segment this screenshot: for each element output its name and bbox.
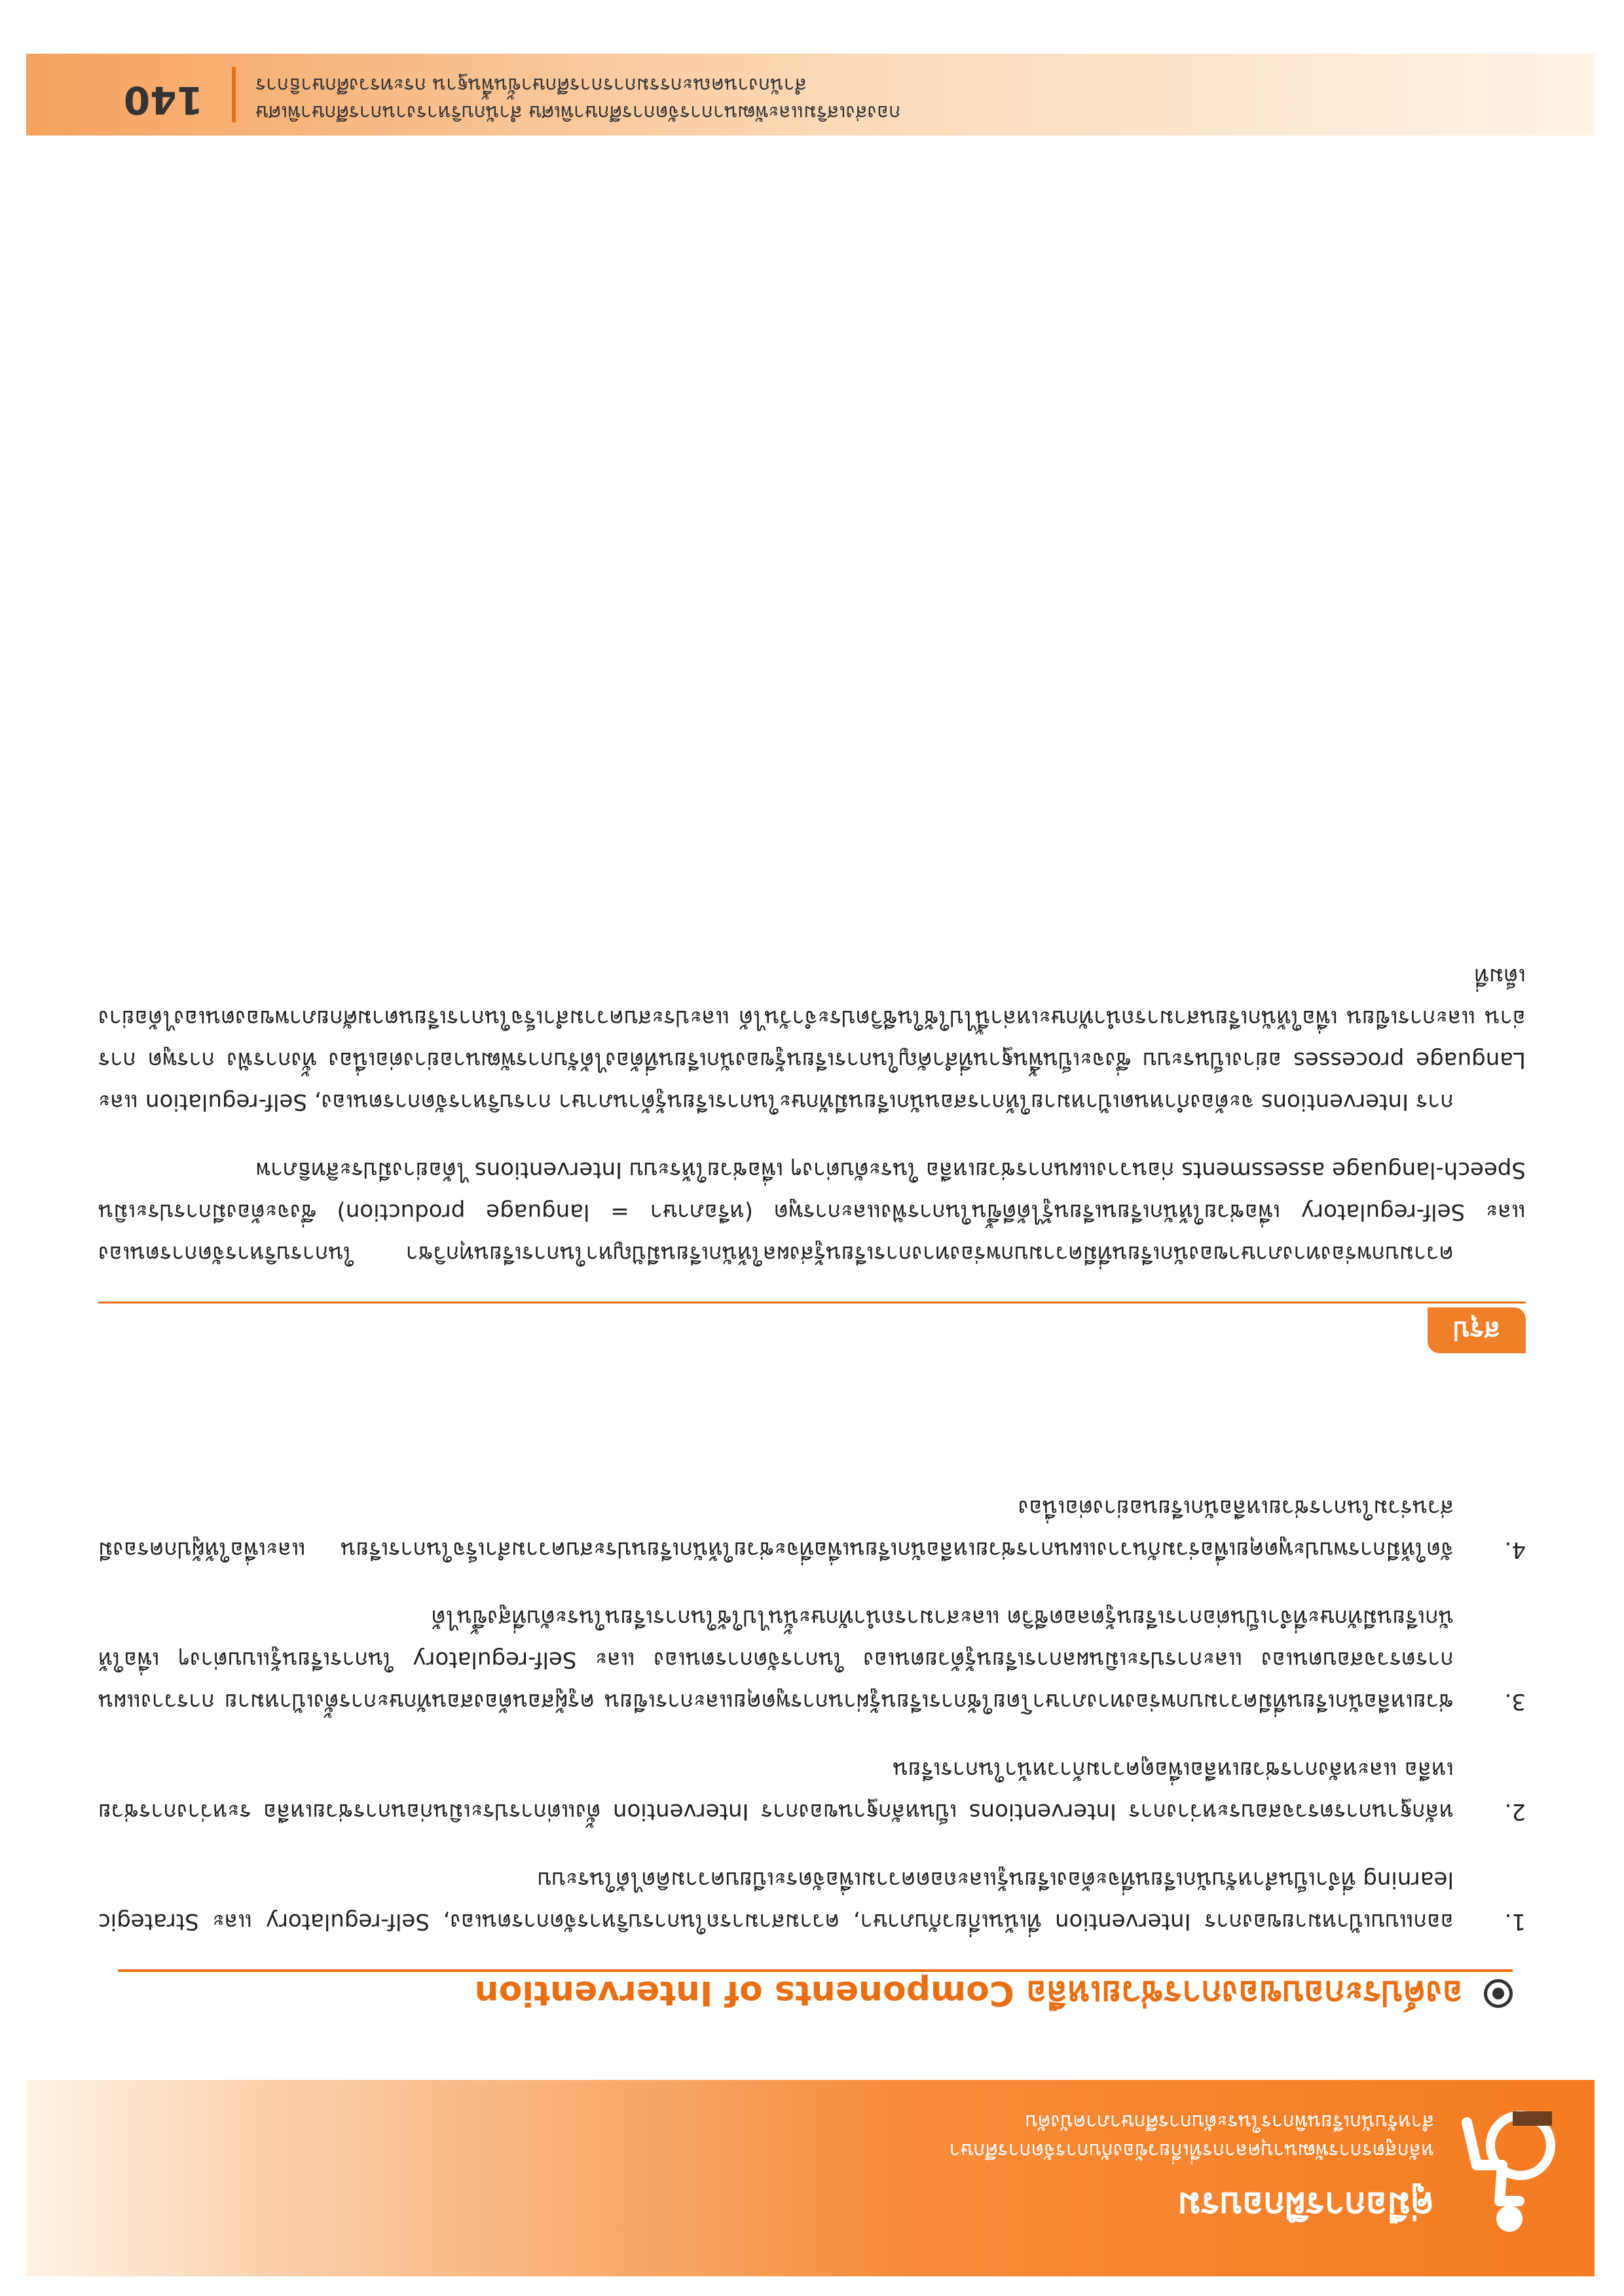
- components-list-area: [98, 1461, 1526, 1942]
- manual-subtitle-line-2: สำหรับนักเรียนพิการในระดับการศึกษาภาคบังคับ: [1025, 2110, 1434, 2133]
- list-item-number: 1.: [1504, 1908, 1526, 1935]
- list-item-number: 2.: [1504, 1798, 1526, 1825]
- footer-line-1: กองส่งเสริมและพัฒนาการจัดการศึกษาพิเศษ สำนักบริหารงานการศึกษาพิเศษ: [255, 101, 901, 124]
- list-item-number: 3.: [1504, 1688, 1526, 1715]
- list-item-text: ช่วยเหลือนักเรียนที่มีความบกพร่องทางภาษาโดยใช้การเรียนรู้ผ่านการพูดคุยและการเขียน ครูผู้สอนต้องสอนทักษะการตั้งเป้าหมาย การวางแผน การตรวจสอบตนเอง และการประเมินผลการเรียนรู้ด้วยตนเอง ในการจัดการตนเอง และ Self-regulatory ในการเรียนรู้แบบต่างๆ เพื่อให้นักเรียนมีทักษะที่จำเป็นต่อการเรียนรู้ตลอดชีวิต และสามารถนำทักษะนั้นไปใช้ในการเรียนในระดับที่สูงขึ้นได้: [98, 1605, 1454, 1715]
- header-text-block: [950, 2107, 1434, 2234]
- section-heading-underline: [118, 1969, 1513, 1972]
- list-item-number: 4.: [1504, 1537, 1526, 1563]
- list-item-text: จัดให้มีการพบปะพูดคุยเพื่อร่วมกันวางแผนการช่วยเหลือนักเรียนเพื่อที่จะช่วยให้นักเรียนประสบความสำเร็จในการเรียน และเพื่อให้ผู้ปกครองมีส่วนร่วมในการช่วยเหลือนักเรียนอย่างต่อเนื่อง: [98, 1495, 1454, 1563]
- section-heading: [118, 1967, 1513, 2021]
- components-list: [98, 1487, 1526, 1942]
- wheelchair-learning-logo-icon: [1454, 2106, 1565, 2237]
- summary-divider: [98, 1302, 1526, 1303]
- list-item: [98, 1749, 1526, 1832]
- list-item: [98, 1859, 1526, 1942]
- section-title: องค์ประกอบของการช่วยเหลือ Components of Intervention: [474, 1973, 1463, 2013]
- summary-body: [98, 929, 1526, 1275]
- summary-paragraph-1: ความบกพร่องทางภาษาของนักเรียนที่มีความบกพร่องทางการเรียนรู้ส่งผลให้นักเรียนมีปัญหาในการเรียนทุกวิชา ในการบริหารจัดการตนเอง และ Self-regulatory เพื่อช่วยให้นักเรียนเรียนรู้ได้ดีขึ้นในการฟังและการพูด (หรือภาษา = language production) ซึ่งจะต้องมีการประเมิน Speech-language assessments ก่อนวางแผนการช่วยเหลือ ในระดับต่างๆ เพื่อช่วยให้ระบบ Interventions ได้อย่างมีประสิทธิภาพ: [98, 1157, 1526, 1267]
- summary-paragraph-2: การ Interventions จะต้องกำหนดเป้าหมายให้การสอนนักเรียนมีทักษะในการเรียนรู้ด้านภาษา การบริหารจัดการตนเอง, Self-regulation และ Language processes อย่างเป็นระบบ ซึ่งจะเป็นพื้นฐานที่สำคัญในการเรียนรู้ของนักเรียนที่ต้องได้รับการพัฒนาอย่างต่อเนื่อง ทั้งการฟัง การพูด การอ่าน และการเขียน เพื่อให้นักเรียนสามารถนำทักษะเหล่านี้ไปใช้ในชีวิตประจำวันได้ และประสบความสำเร็จในการเรียนตามศักยภาพของตนเองได้อย่างเต็มที่: [98, 963, 1526, 1115]
- footer-line-2: สำนักงานคณะกรรมการการศึกษาขั้นพื้นฐาน กระทรวงศึกษาธิการ: [255, 73, 807, 96]
- list-item: [98, 1487, 1526, 1571]
- list-item-text: หลักฐานการตรวจสอบระหว่างการ Interventions เป็นหลักฐานของการ Intervention ตั้งแต่การประเมินก่อนการช่วยเหลือ ระหว่างการช่วยเหลือ และหลังการช่วยเหลือเพื่อดูความก้าวหน้าในการเรียน: [98, 1757, 1454, 1825]
- summary-label: สรุป: [1428, 1307, 1526, 1353]
- list-item: [98, 1597, 1526, 1722]
- bullet-circle-icon: [1484, 1980, 1513, 2009]
- manual-title: คู่มือการฝึกอบรม: [1177, 2185, 1434, 2226]
- manual-subtitle-line-1: หลักสูตรการพัฒนาบุคลากรที่เกี่ยวข้องกับการจัดการศึกษา: [949, 2139, 1434, 2162]
- list-item-text: ออกแบบเป้าหมายของการ Intervention ที่เน้นเกี่ยวกับภาษา, ความสามารถในการบริหารจัดการตนเอง, Self-regulatory และ Strategic learning ที่จำเป็นสำหรับนักเรียนที่จะต้องเรียนรู้และถอดความเพื่อจัดระเบียบความคิดได้ในระบบ: [98, 1867, 1454, 1935]
- page-number: 140: [123, 78, 203, 122]
- footer-divider: [232, 67, 236, 122]
- footer-organization: [255, 71, 956, 126]
- summary-heading: [98, 1294, 1526, 1353]
